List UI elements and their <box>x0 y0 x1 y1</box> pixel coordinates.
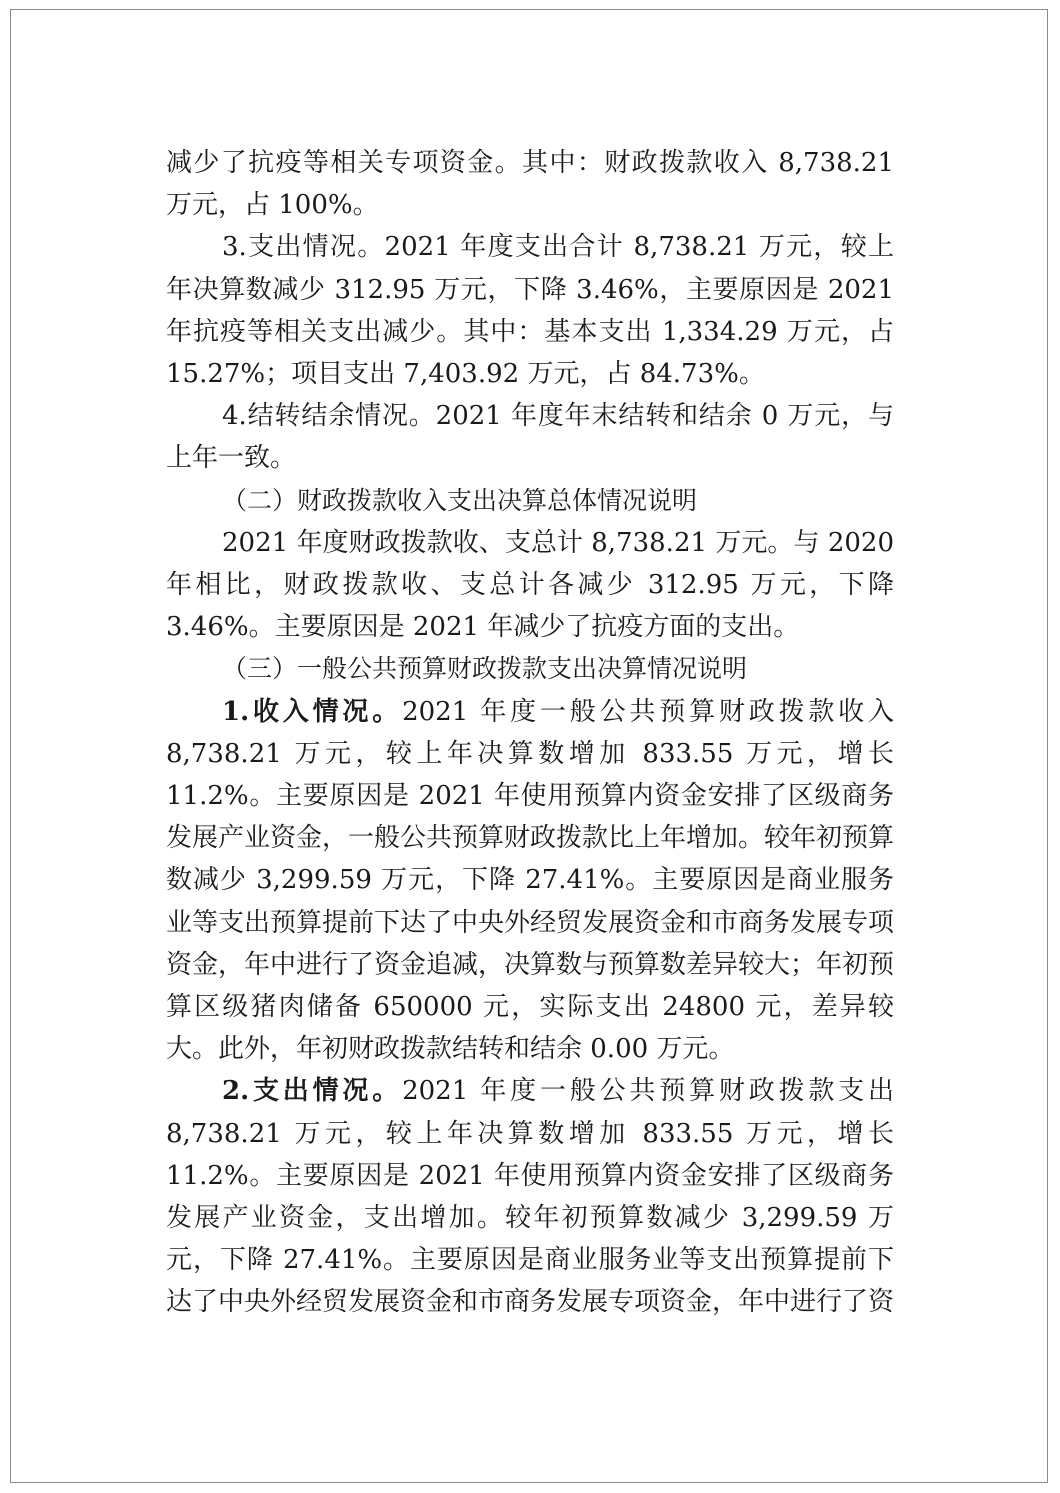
paragraph-carryover: 4.结转结余情况。2021 年度年末结转和结余 0 万元，与上年一致。 <box>166 401 894 474</box>
paragraph-general-income <box>166 691 894 1071</box>
paragraph-text: 2021 年度一般公共预算财政拨款收入 8,738.21 万元，较上年决算数增加 833.55 万元，增长 11.2%。主要原因是 2021 年使用预算内资金安排了区级商务发展产业资金，一般公共预算财政拨款比上年增加。较年初预算数减少 3,299.59 万元，下降 27.41%。主要原因是商业服务业等支出预算提前下达了中央外经贸发展资金和市商务发展专项资金，年中进行了资金追减，决算数与预算数差异较大；年初预算区级猪肉储备 650000 元，实际支出 24800 元，差异较大。此外，年初财政拨款结转和结余 0.00 万元。 <box>166 696 895 1065</box>
paragraph-expenditure: 3.支出情况。2021 年度支出合计 8,738.21 万元，较上年决算数减少 312.95 万元，下降 3.46%，主要原因是 2021 年抗疫等相关支出减少。其中：基本支出 1,334.29 万元，占 15.27%；项目支出 7,403.92 万元，占 84.73%。 <box>166 232 894 390</box>
section-heading-3: （三）一般公共预算财政拨款支出决算情况说明 <box>222 654 748 684</box>
paragraph-general-expenditure <box>166 1070 894 1323</box>
section-heading-2: （二）财政拨款收入支出决算总体情况说明 <box>222 485 698 515</box>
paragraph-text: 2021 年度一般公共预算财政拨款支出 8,738.21 万元，较上年决算数增加 833.55 万元，增长 11.2%。主要原因是 2021 年使用预算内资金安排了区级商务发展产业资金，支出增加。较年初预算数减少 3,299.59 万元，下降 27.41%。主要原因是商业服务业等支出预算提前下达了中央外经贸发展资金和市商务发展专项资金，年中进行了资 <box>166 1076 895 1318</box>
document-body <box>166 142 894 1324</box>
document-page <box>10 9 1048 1483</box>
paragraph-income-continued: 减少了抗疫等相关专项资金。其中：财政拨款收入 8,738.21 万元，占 100%。 <box>166 148 894 221</box>
paragraph-lead: 1.收入情况。 <box>222 696 403 727</box>
paragraph-lead: 2.支出情况。 <box>222 1076 403 1107</box>
paragraph-fiscal-overview: 2021 年度财政拨款收、支总计 8,738.21 万元。与 2020 年相比，财政拨款收、支总计各减少 312.95 万元，下降 3.46%。主要原因是 2021 年减少了抗疫方面的支出。 <box>166 527 894 643</box>
